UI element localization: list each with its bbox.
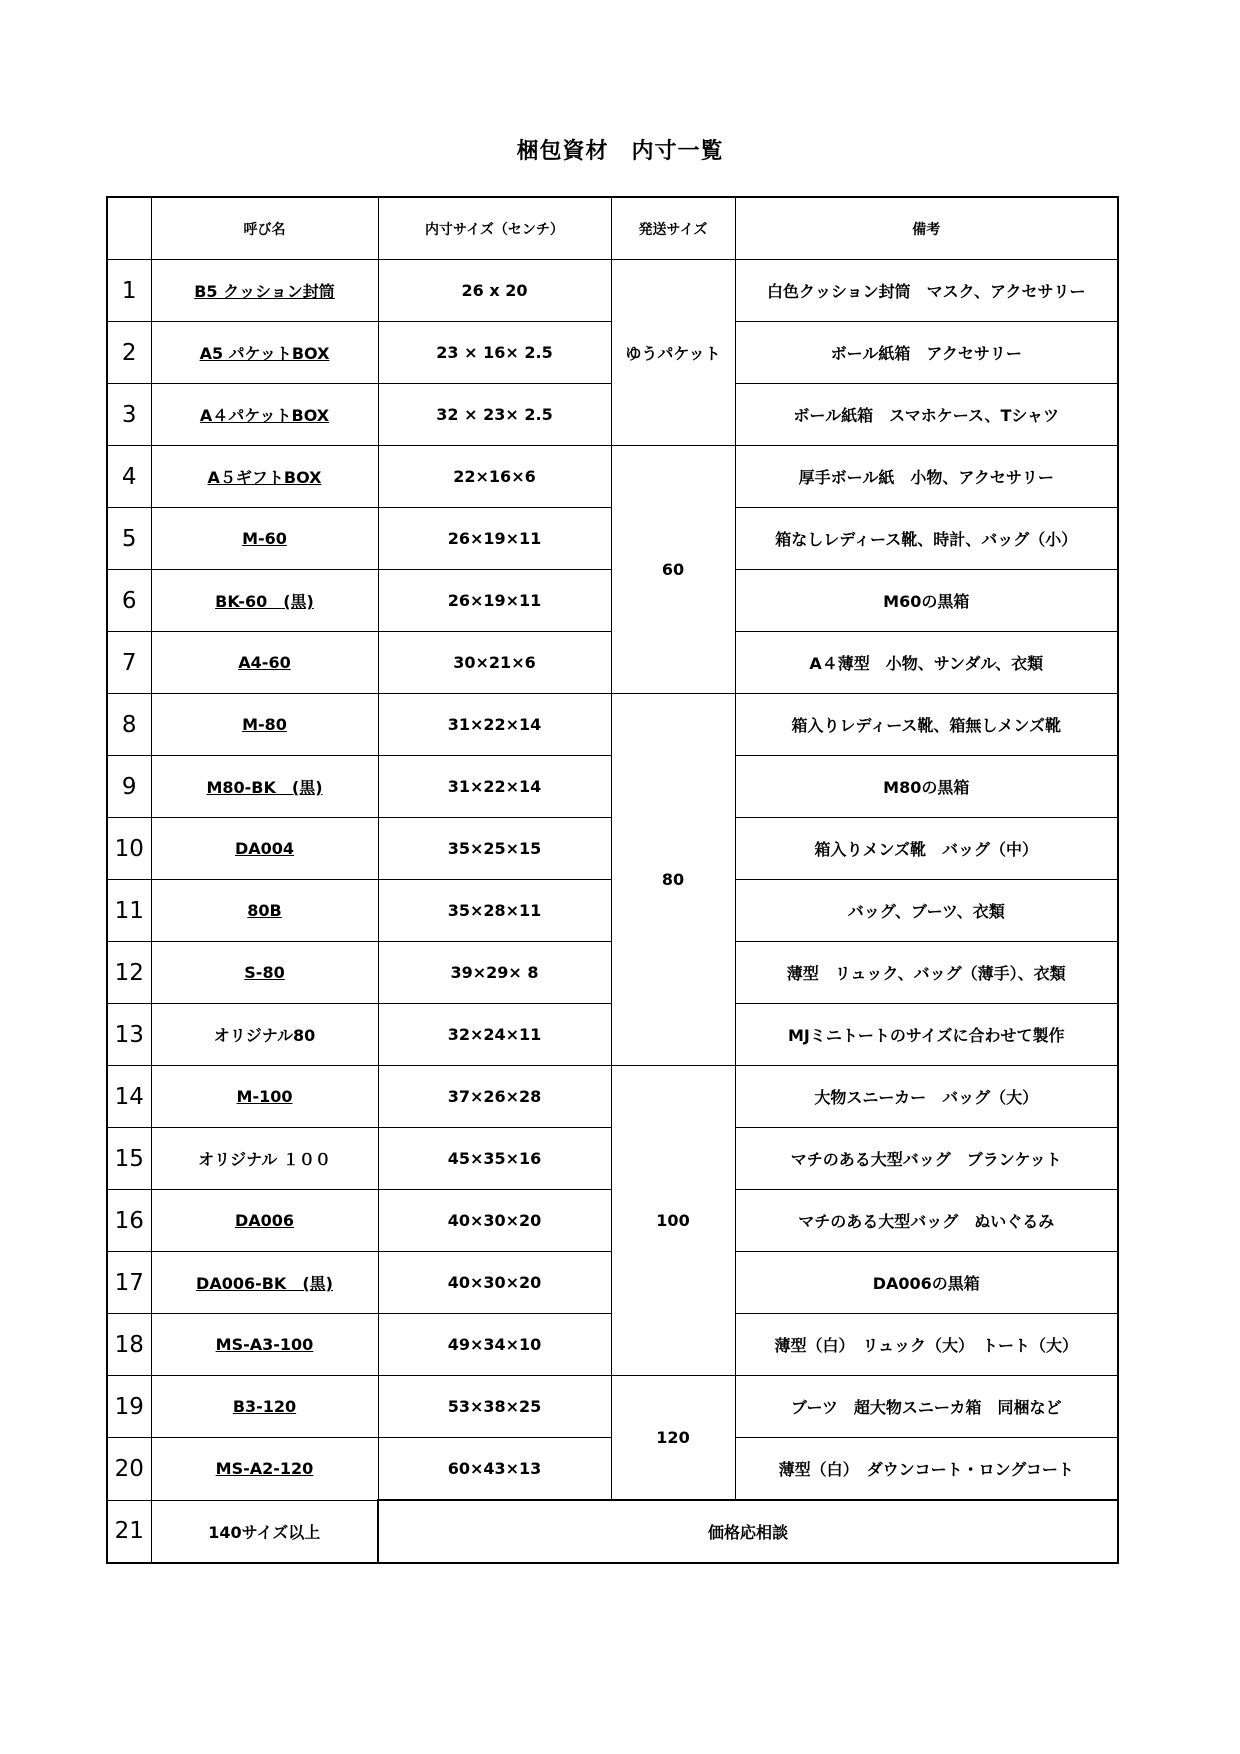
- row-number: 16: [107, 1190, 151, 1252]
- item-name-link[interactable]: S-80: [151, 942, 378, 1004]
- row-number: 20: [107, 1438, 151, 1501]
- item-name-link[interactable]: MS-A2-120: [151, 1438, 378, 1501]
- row-number: 5: [107, 508, 151, 570]
- row-number: 14: [107, 1066, 151, 1128]
- inner-size: 31×22×14: [378, 694, 611, 756]
- row-number: 9: [107, 756, 151, 818]
- inner-size: 35×28×11: [378, 880, 611, 942]
- row-number: 21: [107, 1500, 151, 1563]
- row-number: 15: [107, 1128, 151, 1190]
- table-row: [107, 260, 1118, 322]
- inner-size: 26×19×11: [378, 508, 611, 570]
- note: 箱入りメンズ靴 バッグ（中）: [735, 818, 1118, 880]
- note: 薄型（白） リュック（大） トート（大）: [735, 1314, 1118, 1376]
- note: M80の黒箱: [735, 756, 1118, 818]
- note: 箱入りレディース靴、箱無しメンズ靴: [735, 694, 1118, 756]
- inner-size: 32×24×11: [378, 1004, 611, 1066]
- inner-size: 60×43×13: [378, 1438, 611, 1501]
- table-row: [107, 1066, 1118, 1128]
- row-number: 13: [107, 1004, 151, 1066]
- note: ボール紙箱 スマホケース、Tシャツ: [735, 384, 1118, 446]
- note: ブーツ 超大物スニーカ箱 同梱など: [735, 1376, 1118, 1438]
- header-num: [107, 197, 151, 260]
- inner-size: 35×25×15: [378, 818, 611, 880]
- row-number: 18: [107, 1314, 151, 1376]
- inner-size: 40×30×20: [378, 1190, 611, 1252]
- inner-size: 30×21×6: [378, 632, 611, 694]
- row-number: 2: [107, 322, 151, 384]
- document-title: 梱包資材 内寸一覧: [516, 139, 724, 164]
- item-name-link[interactable]: A5 パケットBOX: [151, 322, 378, 384]
- note: 厚手ボール紙 小物、アクセサリー: [735, 446, 1118, 508]
- row-number: 8: [107, 694, 151, 756]
- inner-size: 49×34×10: [378, 1314, 611, 1376]
- item-name-link[interactable]: MS-A3-100: [151, 1314, 378, 1376]
- header-size: 内寸サイズ（センチ）: [378, 197, 611, 260]
- note: マチのある大型バッグ ぬいぐるみ: [735, 1190, 1118, 1252]
- inner-size: 26 x 20: [378, 260, 611, 322]
- item-name-link[interactable]: DA004: [151, 818, 378, 880]
- note: A４薄型 小物、サンダル、衣類: [735, 632, 1118, 694]
- row-number: 4: [107, 446, 151, 508]
- price-consult-cell: 価格応相談: [378, 1500, 1118, 1563]
- row-number: 6: [107, 570, 151, 632]
- note: 薄型（白） ダウンコート・ロングコート: [735, 1438, 1118, 1501]
- item-name-link[interactable]: M-100: [151, 1066, 378, 1128]
- row-number: 10: [107, 818, 151, 880]
- item-name-link[interactable]: B5 クッション封筒: [151, 260, 378, 322]
- inner-size: 53×38×25: [378, 1376, 611, 1438]
- note: 箱なしレディース靴、時計、バッグ（小）: [735, 508, 1118, 570]
- inner-size: 26×19×11: [378, 570, 611, 632]
- header-name: 呼び名: [151, 197, 378, 260]
- inner-size: 32 × 23× 2.5: [378, 384, 611, 446]
- note: ボール紙箱 アクセサリー: [735, 322, 1118, 384]
- header-row: [107, 197, 1118, 260]
- item-name-link[interactable]: M80-BK (黒): [151, 756, 378, 818]
- ship-size: ゆうパケット: [611, 260, 735, 446]
- row-number: 19: [107, 1376, 151, 1438]
- table-row: [107, 1376, 1118, 1438]
- item-name-link[interactable]: A4-60: [151, 632, 378, 694]
- item-name-link[interactable]: B3-120: [151, 1376, 378, 1438]
- ship-size: 80: [611, 694, 735, 1066]
- row-number: 1: [107, 260, 151, 322]
- note: 白色クッション封筒 マスク、アクセサリー: [735, 260, 1118, 322]
- note: バッグ、ブーツ、衣類: [735, 880, 1118, 942]
- note: DA006の黒箱: [735, 1252, 1118, 1314]
- item-name: オリジナル １００: [151, 1128, 378, 1190]
- item-name-link[interactable]: 80B: [151, 880, 378, 942]
- item-name-link[interactable]: DA006: [151, 1190, 378, 1252]
- item-name-link[interactable]: A４パケットBOX: [151, 384, 378, 446]
- packaging-table: [106, 196, 1119, 1564]
- note: M60の黒箱: [735, 570, 1118, 632]
- table-row: [107, 446, 1118, 508]
- note: MJミニトートのサイズに合わせて製作: [735, 1004, 1118, 1066]
- ship-size: 60: [611, 446, 735, 694]
- ship-size: 100: [611, 1066, 735, 1376]
- inner-size: 31×22×14: [378, 756, 611, 818]
- note: 大物スニーカー バッグ（大）: [735, 1066, 1118, 1128]
- item-name-link[interactable]: BK-60 (黒): [151, 570, 378, 632]
- note: マチのある大型バッグ ブランケット: [735, 1128, 1118, 1190]
- item-name-link[interactable]: M-80: [151, 694, 378, 756]
- header-ship: 発送サイズ: [611, 197, 735, 260]
- ship-size: 120: [611, 1376, 735, 1501]
- row-number: 12: [107, 942, 151, 1004]
- row-number: 7: [107, 632, 151, 694]
- item-name-link[interactable]: A５ギフトBOX: [151, 446, 378, 508]
- note: 薄型 リュック、バッグ（薄手）、衣類: [735, 942, 1118, 1004]
- inner-size: 40×30×20: [378, 1252, 611, 1314]
- item-name: オリジナル80: [151, 1004, 378, 1066]
- item-name: 140サイズ以上: [151, 1500, 378, 1563]
- row-number: 3: [107, 384, 151, 446]
- inner-size: 45×35×16: [378, 1128, 611, 1190]
- table-row-last: [107, 1500, 1118, 1563]
- inner-size: 39×29× 8: [378, 942, 611, 1004]
- item-name-link[interactable]: M-60: [151, 508, 378, 570]
- row-number: 11: [107, 880, 151, 942]
- item-name-link[interactable]: DA006-BK (黒): [151, 1252, 378, 1314]
- inner-size: 22×16×6: [378, 446, 611, 508]
- inner-size: 37×26×28: [378, 1066, 611, 1128]
- inner-size: 23 × 16× 2.5: [378, 322, 611, 384]
- table-row: [107, 694, 1118, 756]
- row-number: 17: [107, 1252, 151, 1314]
- header-note: 備考: [735, 197, 1118, 260]
